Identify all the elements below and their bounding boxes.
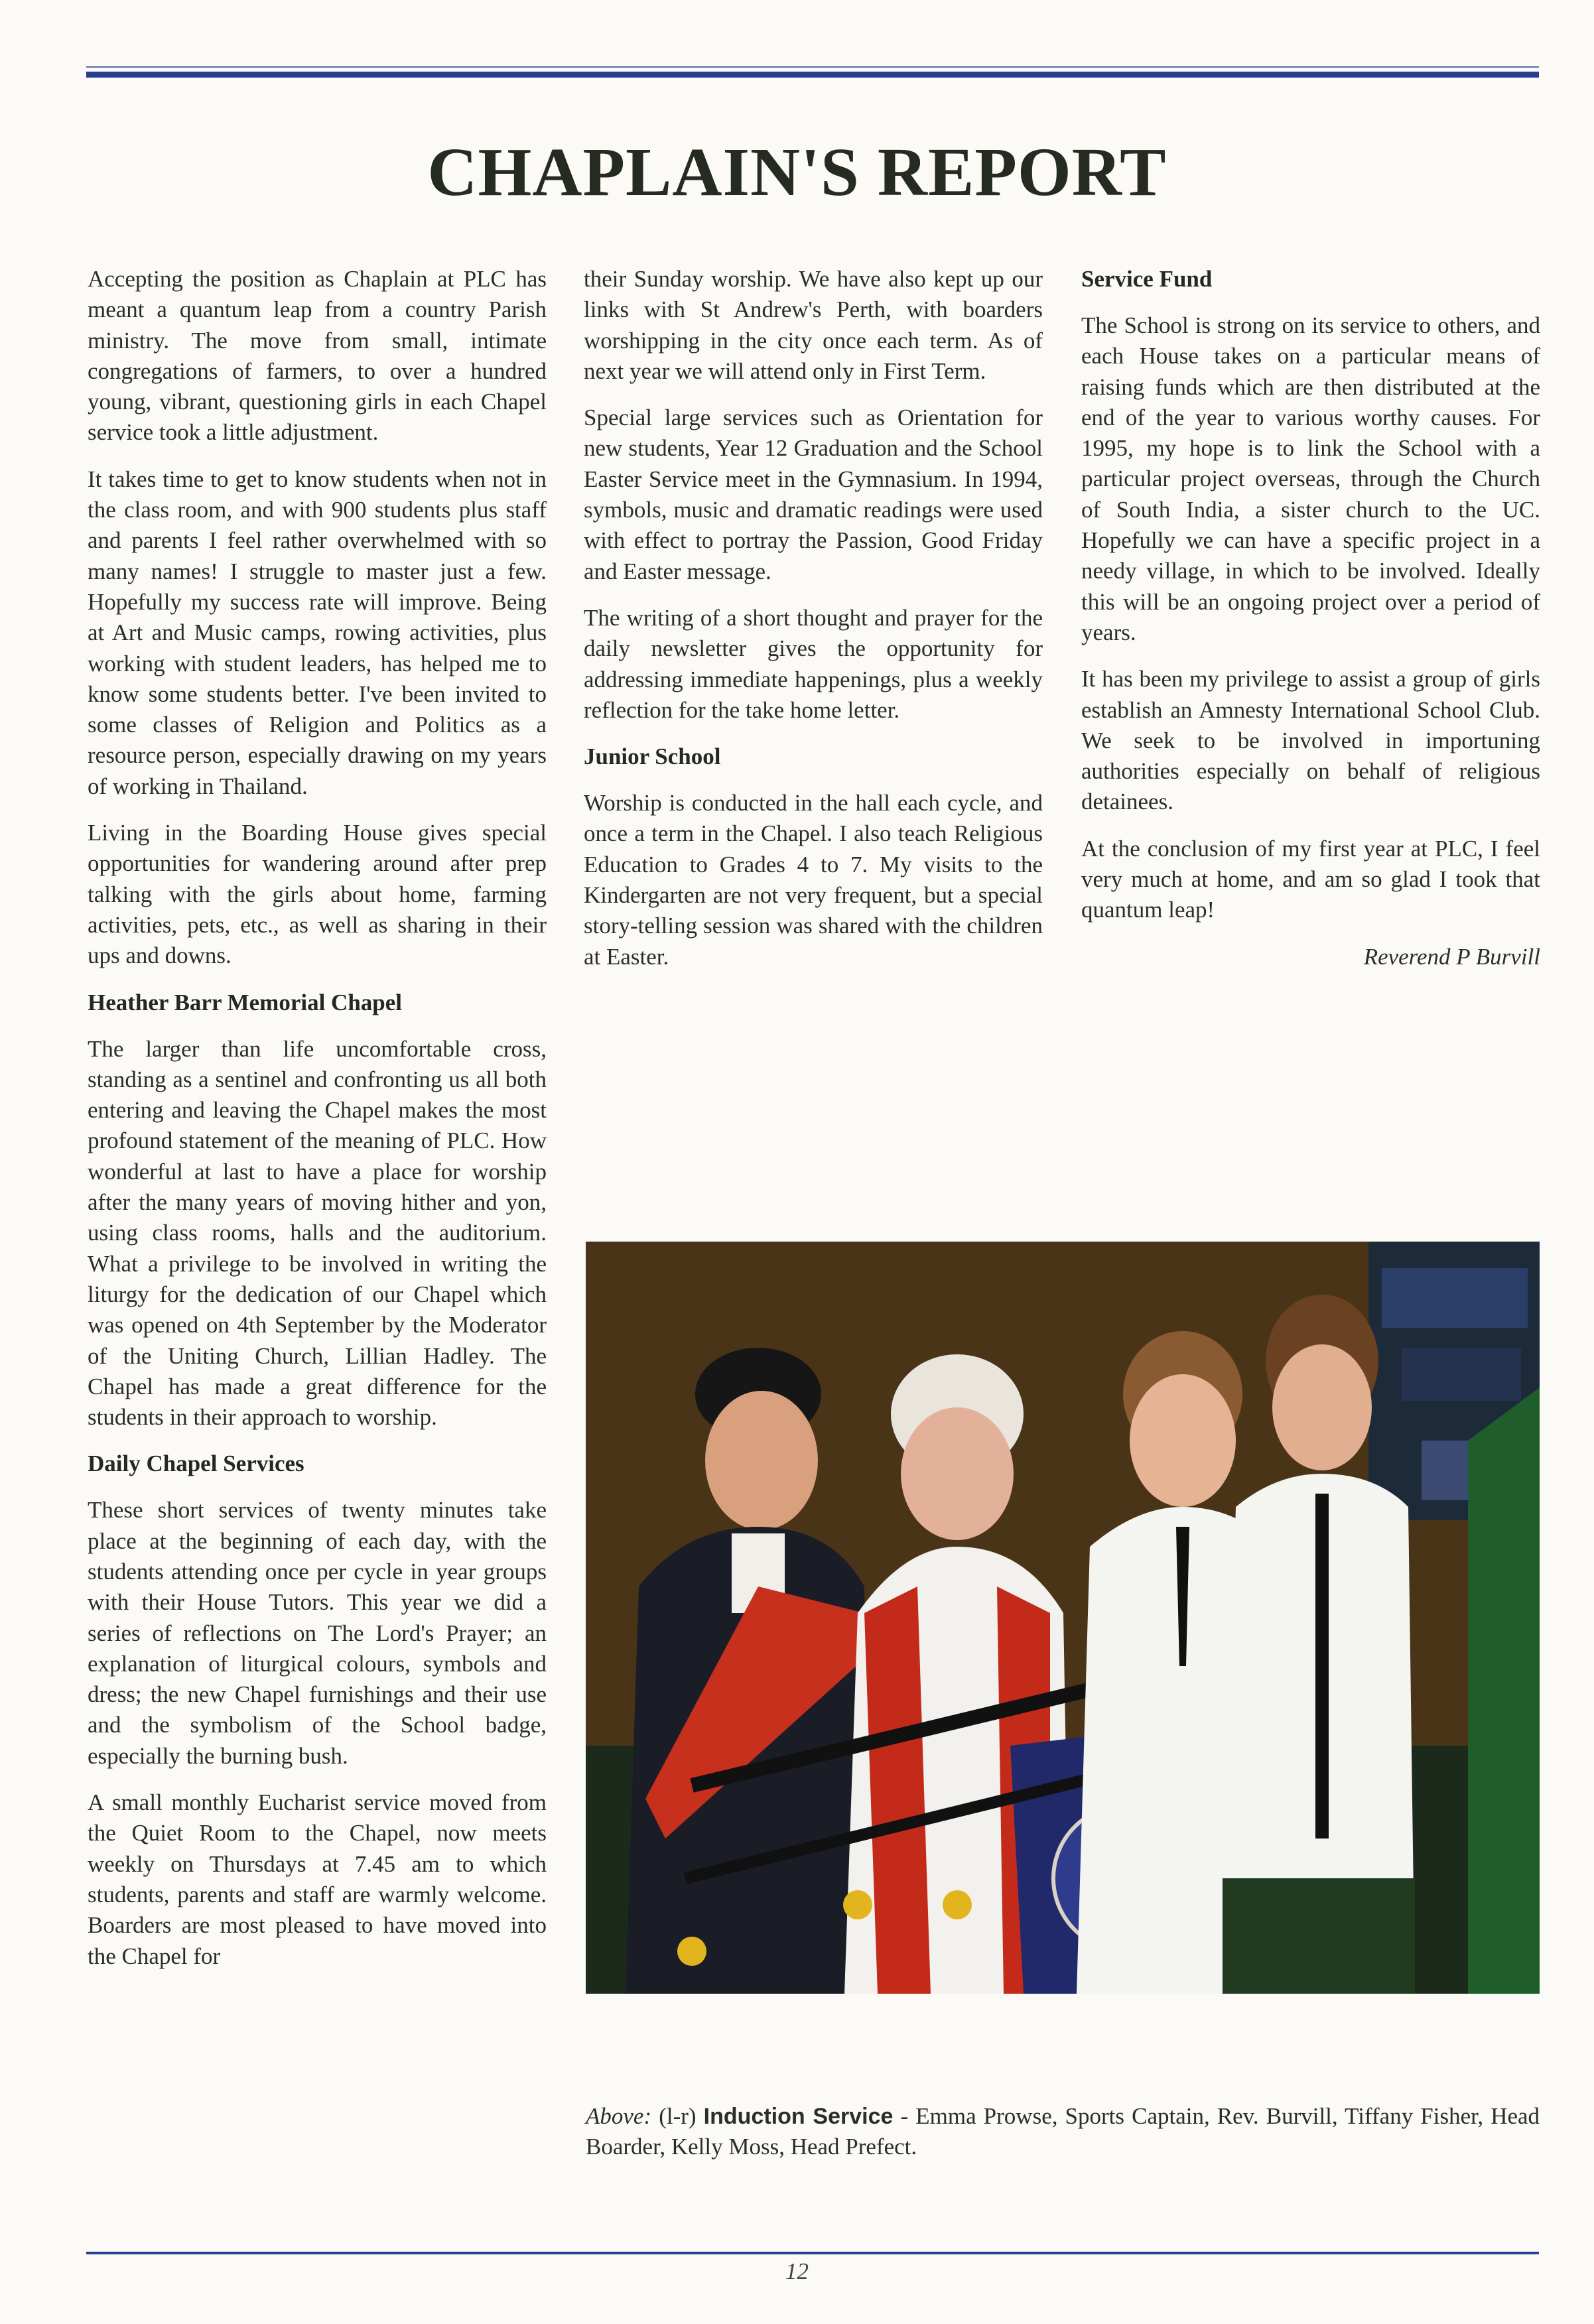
- page-number: 12: [785, 2258, 809, 2284]
- column-2: [584, 264, 1043, 988]
- caption-event: Induction Service: [703, 2104, 894, 2129]
- paragraph: their Sunday worship. We have also kept up our links with St Andrew's Perth, with boarders worshipping in the city once each term. As of next year we will attend only in First Term.: [584, 266, 1043, 384]
- column-3: [1081, 264, 1540, 972]
- caption-above-label: Above:: [586, 2103, 652, 2129]
- photo-illustration: [586, 1242, 1540, 1994]
- paragraph: It takes time to get to know students when not in the class room, and with 900 students plus staff and parents I feel rather overwhelmed with so many names! I struggle to master just a few. Hopefully my success rate will improve. Being at Art and Music camps, rowing activities, plus working with student leaders, has helped me to know some students better. I've been invited to some classes of Religion and Politics as a resource person, especially drawing on my years of working in Thailand.: [88, 466, 547, 799]
- section-heading: Junior School: [584, 743, 721, 770]
- column-1: [88, 264, 547, 1988]
- paragraph: Worship is conducted in the hall each cycle, and once a term in the Chapel. I also teach Religious Education to Grades 4 to 7. My visits to the Kindergarten are not very frequent, but a special story-telling session was shared with the children at Easter.: [584, 790, 1043, 970]
- paragraph: A small monthly Eucharist service moved from the Quiet Room to the Chapel, now meets weekly on Thursdays at 7.45 am to which students, parents and staff are warmly welcome. Boarders are most pleased to have moved into the Chapel for: [88, 1789, 547, 1969]
- induction-service-photo: [586, 1242, 1540, 1994]
- paragraph: The School is strong on its service to others, and each House takes on a particular means of raising funds which are then distributed at the end of the year to various worthy causes. For 1995, my hope is to link the School with a particular project overseas, through the Church of South India, a sister church to the UC. Hopefully we can have a specific project in a needy village, in which to be involved. Ideally this will be an ongoing project over a period of years.: [1081, 312, 1540, 645]
- paragraph: Accepting the position as Chaplain at PLC has meant a quantum leap from a country Parish ministry. The move from small, intimate congregations of farmers, to over a hundred young, vibrant, questioning girls in each Chapel service took a little adjustment.: [88, 266, 547, 446]
- paragraph: Living in the Boarding House gives special opportunities for wandering around after prep talking with the girls about home, farming activities, pets, etc., as well as sharing in their ups and downs.: [88, 820, 547, 969]
- paragraph: It has been my privilege to assist a group of girls establish an Amnesty International School Club. We seek to be involved in importuning authorities especially on behalf of religious detainees.: [1081, 666, 1540, 815]
- caption-order: (l-r): [659, 2103, 697, 2129]
- section-heading: Heather Barr Memorial Chapel: [88, 989, 403, 1015]
- paragraph: The larger than life uncomfortable cross, standing as a sentinel and confronting us all both entering and leaving the Chapel makes the most profound statement of the meaning of PLC. How wonderful at last to have a place for worship after the many years of moving hither and yon, using class rooms, halls and the auditorium. What a privilege to be involved in writing the liturgy for the dedication of our Chapel which was opened on 4th September by the Moderator of the Uniting Church, Lillian Hadley. The Chapel has made a great difference for the students in their approach to worship.: [88, 1035, 547, 1431]
- photo-caption: [586, 2101, 1540, 2162]
- author-signature: Reverend P Burvill: [1363, 943, 1540, 970]
- bottom-rule: [86, 2252, 1539, 2254]
- paragraph: At the conclusion of my first year at PLC, I feel very much at home, and am so glad I took that quantum leap!: [1081, 835, 1540, 923]
- section-heading: Daily Chapel Services: [88, 1451, 304, 1477]
- top-rule-thick: [86, 72, 1539, 78]
- paragraph: These short services of twenty minutes take place at the beginning of each day, with the students attending once per cycle in year groups with their House Tutors. This year we did a series of reflections on The Lord's Prayer; an explanation of liturgical colours, symbols and dress; the new Chapel furnishings and their use and the symbolism of the School badge, especially the burning bush.: [88, 1497, 547, 1769]
- paragraph: The writing of a short thought and prayer for the daily newsletter gives the opportunity for addressing immediate happenings, plus a weekly reflection for the take home letter.: [584, 604, 1043, 723]
- section-heading: Service Fund: [1081, 266, 1213, 292]
- top-rule-thin: [86, 66, 1539, 68]
- page-title: CHAPLAIN'S REPORT: [427, 134, 1167, 210]
- caption-names: - Emma Prowse, Sports Captain, Rev. Burvill, Tiffany Fisher, Head Boarder, Kelly Moss, Head Prefect.: [586, 2103, 1540, 2160]
- paragraph: Special large services such as Orientation for new students, Year 12 Graduation and the School Easter Service meet in the Gymnasium. In 1994, symbols, music and dramatic readings were used with effect to portray the Passion, Good Friday and Easter message.: [584, 405, 1043, 584]
